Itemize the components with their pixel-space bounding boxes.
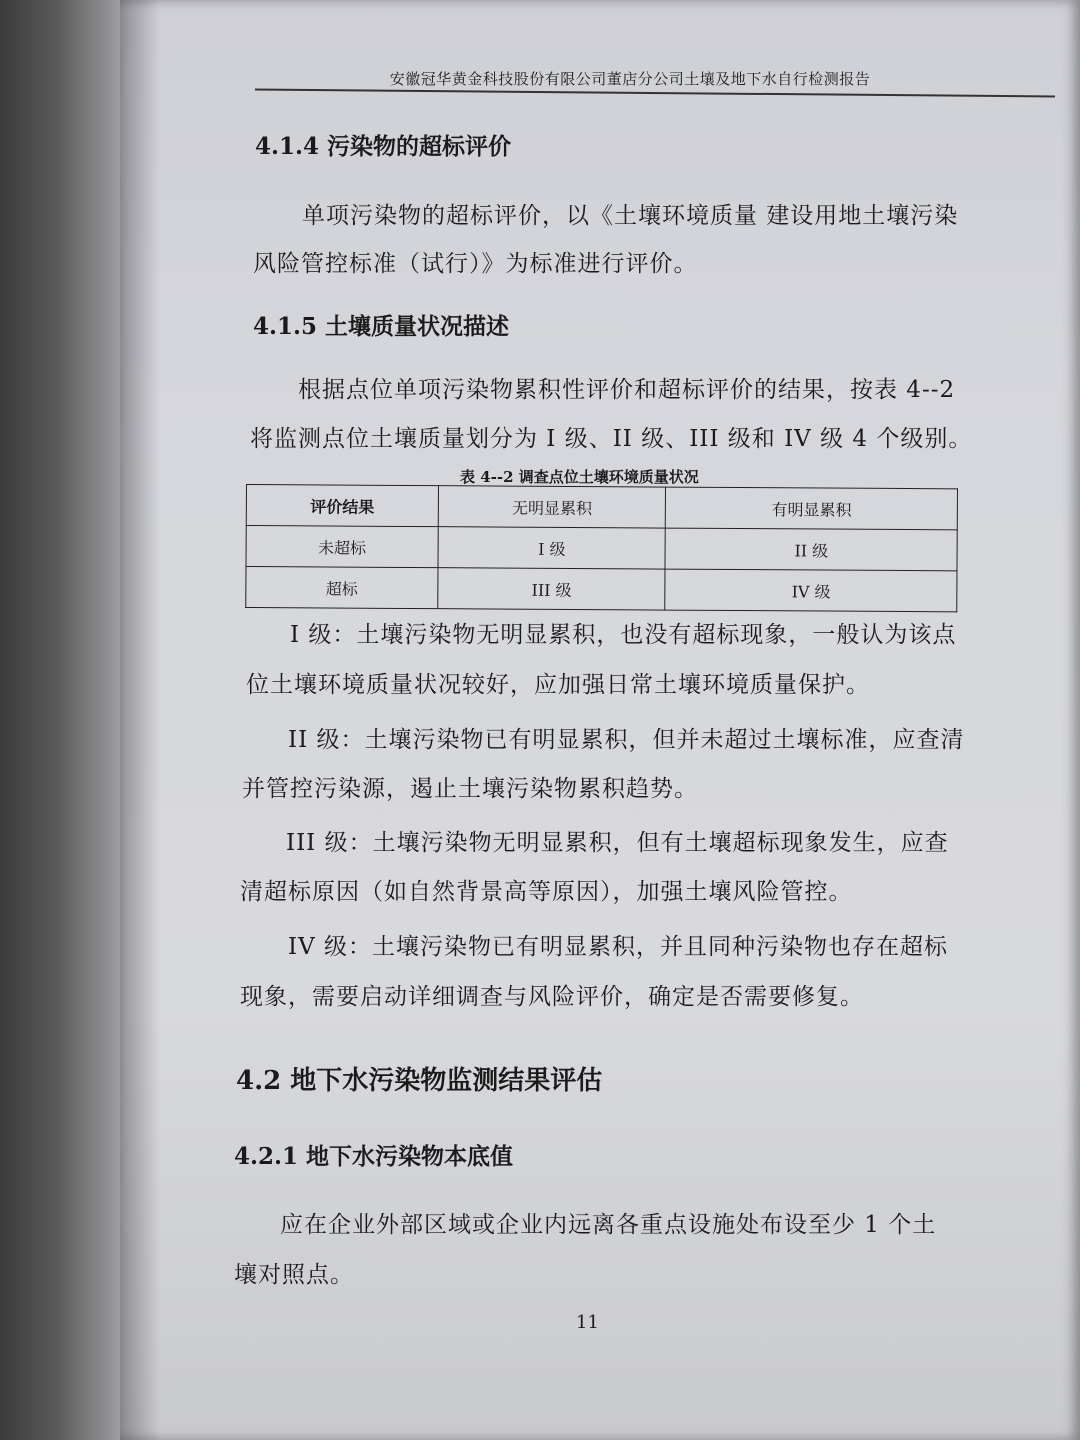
header-cell: 评价结果 bbox=[246, 485, 438, 527]
table-cell: 超标 bbox=[246, 567, 438, 609]
s414-text-line-1: 单项污染物的超标评价，以《土壤环境质量 建设用地土壤污染 bbox=[302, 203, 959, 229]
header-cell: 无明显累积 bbox=[438, 486, 666, 528]
table-row bbox=[246, 567, 957, 612]
page-number: 11 bbox=[576, 1312, 599, 1333]
header-cell: 有明显累积 bbox=[666, 487, 958, 530]
grade-3-line-1: III 级：土壤污染物无明显累积，但有土壤超标现象发生，应查 bbox=[286, 830, 949, 856]
grade-3-line-2: 清超标原因（如自然背景高等原因），加强土壤风险管控。 bbox=[240, 879, 853, 905]
table-cell: III 级 bbox=[438, 568, 666, 610]
grade-4-line-2: 现象，需要启动详细调查与风险评价，确定是否需要修复。 bbox=[240, 984, 864, 1010]
s414-text-line-2: 风险管控标准（试行）》为标准进行评价。 bbox=[253, 251, 698, 277]
table-caption: 表 4--2 调查点位土壤环境质量状况 bbox=[460, 468, 699, 486]
book-binding bbox=[0, 0, 140, 1440]
s421-text-line-2: 壤对照点。 bbox=[234, 1262, 354, 1288]
table-header-row bbox=[246, 485, 957, 530]
section-4-1-5-title: 4.1.5 土壤质量状况描述 bbox=[253, 313, 510, 340]
document-page bbox=[120, 0, 1080, 1440]
grade-1-line-2: 位土壤环境质量状况较好，应加强日常土壤环境质量保护。 bbox=[246, 672, 870, 698]
header-rule bbox=[255, 89, 1055, 98]
s415-text-line-2: 将监测点位土壤质量划分为 I 级、II 级、III 级和 IV 级 4 个级别。 bbox=[250, 426, 973, 452]
soil-quality-table bbox=[245, 484, 958, 612]
running-header: 安徽冠华黄金科技股份有限公司董店分公司土壤及地下水自行检测报告 bbox=[389, 70, 871, 88]
section-4-2-1-title: 4.2.1 地下水污染物本底值 bbox=[234, 1143, 514, 1170]
grade-2-line-1: II 级：土壤污染物已有明显累积，但并未超过土壤标准，应查清 bbox=[288, 727, 965, 753]
s421-text-line-1: 应在企业外部区域或企业内远离各重点设施处布设至少 1 个土 bbox=[280, 1212, 937, 1238]
section-4-2-title: 4.2 地下水污染物监测结果评估 bbox=[236, 1066, 603, 1096]
grade-4-line-1: IV 级：土壤污染物已有明显累积，并且同种污染物也存在超标 bbox=[288, 934, 949, 960]
table-cell: 未超标 bbox=[246, 526, 438, 568]
table-cell: II 级 bbox=[665, 528, 957, 571]
table-cell: IV 级 bbox=[665, 569, 957, 612]
table-row bbox=[246, 526, 957, 571]
grade-1-line-1: I 级：土壤污染物无明显累积，也没有超标现象，一般认为该点 bbox=[290, 622, 957, 648]
section-4-1-4-title: 4.1.4 污染物的超标评价 bbox=[255, 133, 512, 160]
table-cell: I 级 bbox=[438, 527, 666, 569]
s415-text-line-1: 根据点位单项污染物累积性评价和超标评价的结果，按表 4--2 bbox=[298, 377, 956, 403]
grade-2-line-2: 并管控污染源，遏止土壤污染物累积趋势。 bbox=[242, 776, 698, 802]
